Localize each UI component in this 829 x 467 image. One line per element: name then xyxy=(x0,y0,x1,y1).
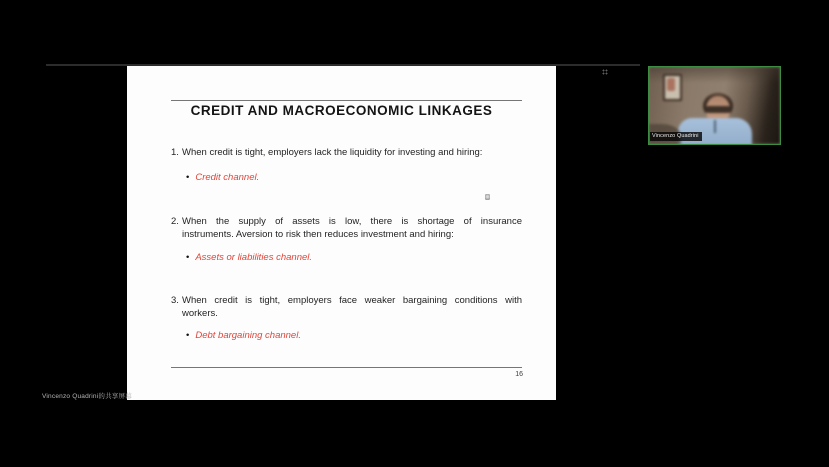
item-text-line2: instruments. Aversion to risk then reduces investment and hiring: xyxy=(182,229,454,240)
picture-art xyxy=(667,78,675,91)
item-number: 3. xyxy=(171,295,179,306)
title-rule xyxy=(171,100,522,101)
item-number: 1. xyxy=(171,147,179,158)
item-text-line1: When the supply of assets is low, there is shortage of insurance xyxy=(182,216,522,227)
bullet-credit-channel xyxy=(186,171,259,184)
shirt-zipper xyxy=(714,120,716,133)
list-item-3 xyxy=(171,294,522,320)
presentation-slide xyxy=(127,66,556,400)
bullet-dot-icon: • xyxy=(186,330,190,341)
list-item-1 xyxy=(171,146,522,159)
channel-text: Credit channel. xyxy=(195,172,260,183)
bullet-dot-icon: • xyxy=(186,172,190,183)
glasses-icon xyxy=(706,106,730,113)
item-number: 2. xyxy=(171,216,179,227)
picture-frame xyxy=(663,74,682,101)
bullet-assets-liabilities-channel xyxy=(186,251,312,264)
mouse-cursor-dot xyxy=(485,194,490,200)
bullet-dot-icon: • xyxy=(186,252,190,263)
channel-text: Debt bargaining channel. xyxy=(195,330,301,341)
share-banner: Vincenzo Quadrini的共享屏幕 xyxy=(42,393,132,400)
item-text: When credit is tight, employers lack the liquidity for investing and hiring: xyxy=(182,147,483,158)
item-text-line2: workers. xyxy=(182,308,218,319)
channel-text: Assets or liabilities channel. xyxy=(195,252,313,263)
participant-video[interactable] xyxy=(648,66,781,145)
participant-name-label: Vincenzo Quadrini xyxy=(650,132,702,141)
footer-rule xyxy=(171,367,522,368)
list-item-2 xyxy=(171,215,522,241)
grid-dots-icon xyxy=(602,69,608,75)
bullet-debt-bargaining-channel xyxy=(186,329,301,342)
slide-title: CREDIT AND MACROECONOMIC LINKAGES xyxy=(190,103,493,118)
page-number: 16 xyxy=(515,371,523,378)
item-text-line1: When credit is tight, employers face weaker bargaining conditions with xyxy=(182,295,522,306)
